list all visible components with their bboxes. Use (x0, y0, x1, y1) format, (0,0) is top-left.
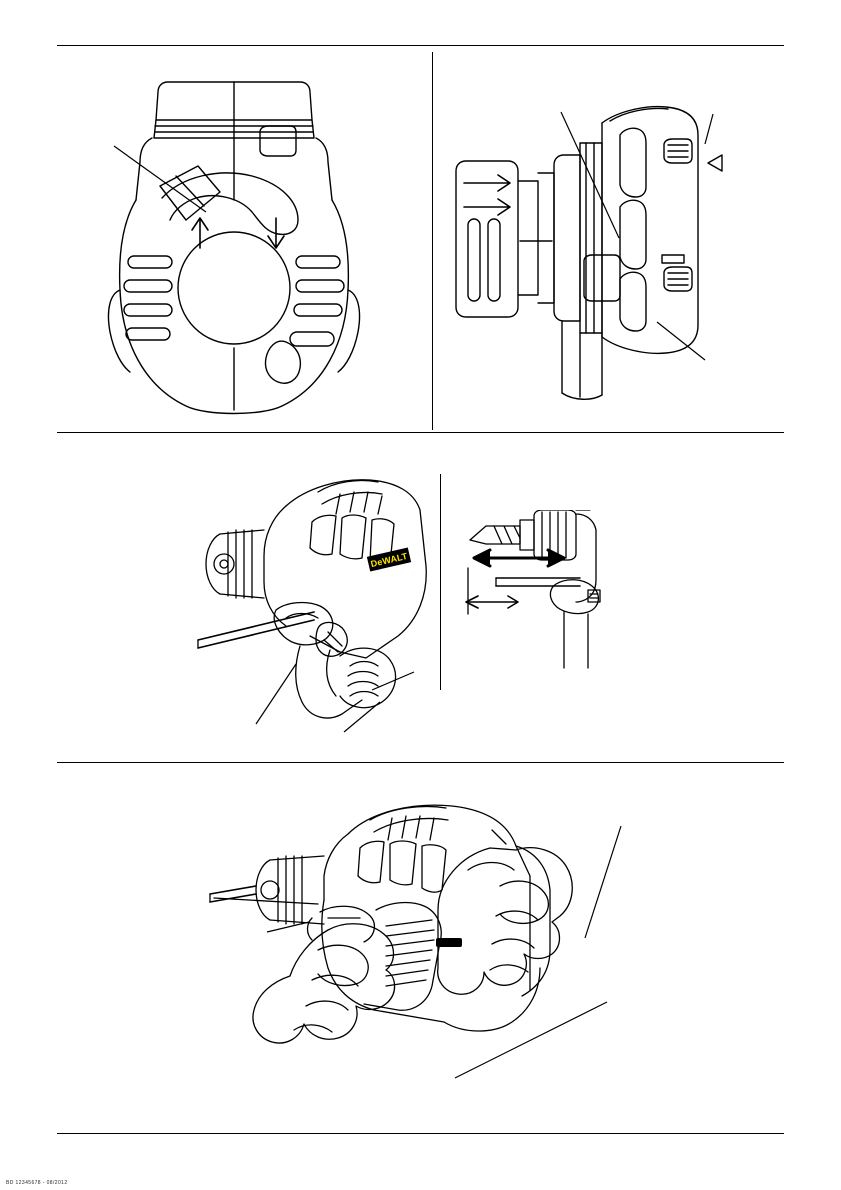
vertical-divider-row1 (432, 52, 433, 430)
bottom-rule (57, 1133, 784, 1134)
brand-text: DeWALT (369, 550, 409, 569)
fig-a (100, 80, 390, 420)
footer-note: BD 12345678 - 08/2012 (6, 1180, 68, 1186)
fig-d (460, 510, 640, 670)
rule-row1-row2 (57, 432, 784, 433)
fig-c-callout-leaders (250, 650, 420, 740)
vertical-divider-row2 (440, 474, 441, 690)
fig-a-callout-leader (110, 140, 220, 220)
top-rule (57, 45, 784, 46)
rule-row2-row3 (57, 762, 784, 763)
fig-e-callout-leaders (255, 820, 645, 1090)
fig-b-callout-leaders (545, 108, 765, 378)
